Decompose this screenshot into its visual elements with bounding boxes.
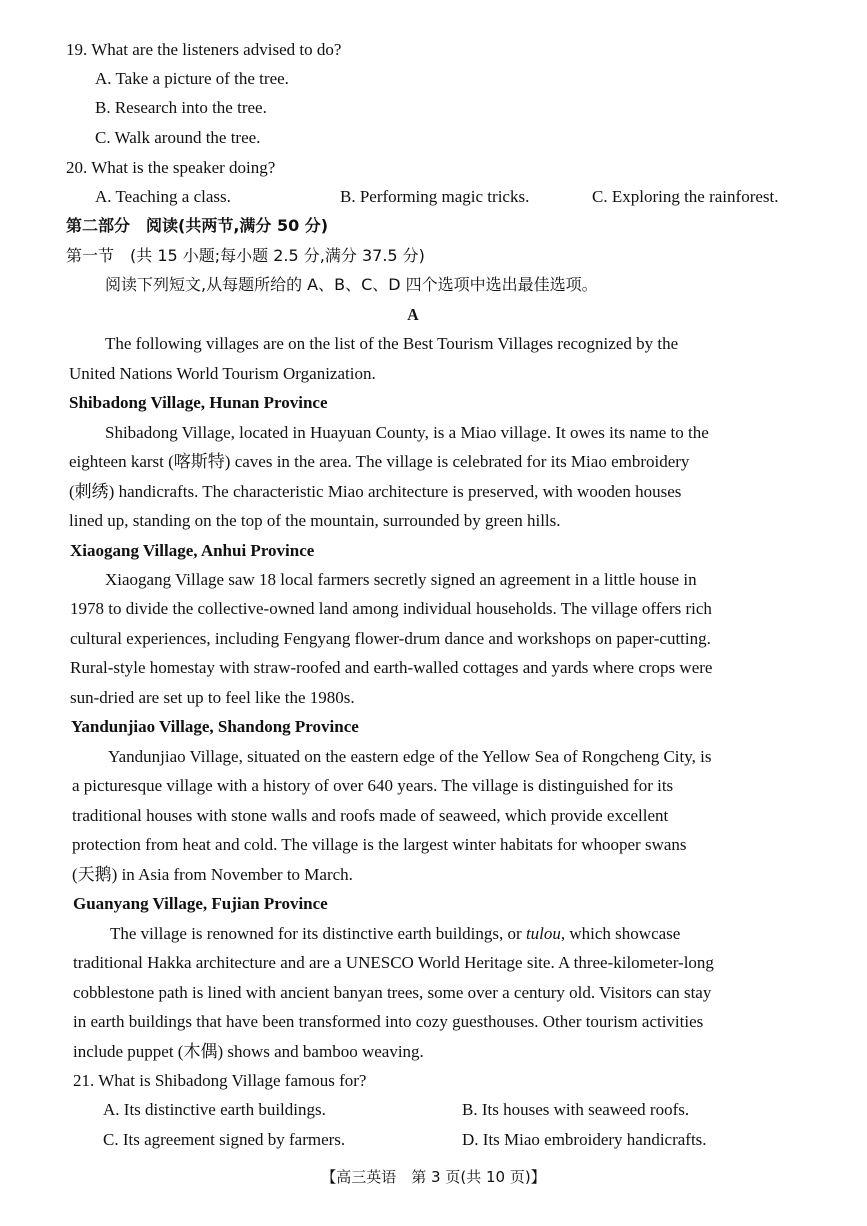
- guanyang-line-1-end: , which showcase: [560, 924, 681, 943]
- xiaogang-line-2: 1978 to divide the collective-owned land among individual households. The village offers rich: [70, 599, 712, 618]
- question-19: 19. What are the listeners advised to do?: [66, 40, 342, 59]
- q20-option-c: C. Exploring the rainforest.: [592, 187, 779, 206]
- passage-letter: A: [407, 305, 419, 324]
- part2-heading: 第二部分 阅读(共两节,满分 50 分): [66, 216, 329, 235]
- question-21: 21. What is Shibadong Village famous for?: [73, 1071, 367, 1090]
- shibadong-line-3: (刺绣) handicrafts. The characteristic Miao architecture is preserved, with wooden houses: [69, 482, 682, 501]
- xiaogang-line-3: cultural experiences, including Fengyang flower-drum dance and workshops on paper-cutting.: [70, 629, 711, 648]
- q21-option-a: A. Its distinctive earth buildings.: [103, 1100, 326, 1119]
- village-heading-xiaogang: Xiaogang Village, Anhui Province: [70, 541, 315, 560]
- section1-heading: 第一节 (共 15 小题;每小题 2.5 分,满分 37.5 分): [66, 246, 425, 265]
- page-footer: 【高三英语 第 3 页(共 10 页)】: [321, 1168, 546, 1186]
- q20-option-b: B. Performing magic tricks.: [340, 187, 530, 206]
- q20-option-a: A. Teaching a class.: [95, 187, 231, 206]
- tulou-term: tulou: [525, 924, 561, 943]
- yandunjiao-line-2: a picturesque village with a history of over 640 years. The village is distinguished for its: [72, 776, 674, 795]
- xiaogang-line-1: Xiaogang Village saw 18 local farmers secretly signed an agreement in a little house in: [105, 570, 697, 589]
- question-20: 20. What is the speaker doing?: [66, 158, 276, 177]
- yandunjiao-line-5: (天鹅) in Asia from November to March.: [72, 865, 353, 884]
- yandunjiao-line-3: traditional houses with stone walls and roofs made of seaweed, which provide excellent: [72, 806, 669, 825]
- reading-instruction: 阅读下列短文,从每题所给的 A、B、C、D 四个选项中选出最佳选项。: [105, 275, 598, 294]
- intro-line-2: United Nations World Tourism Organization.: [69, 364, 376, 383]
- intro-text-1: The following villages are on the list of the Best Tourism Villages recognized by the: [105, 334, 679, 353]
- guanyang-line-5: include puppet (木偶) shows and bamboo weaving.: [73, 1042, 424, 1061]
- q19-option-c: C. Walk around the tree.: [95, 128, 261, 147]
- village-heading-guanyang: Guanyang Village, Fujian Province: [73, 894, 328, 913]
- guanyang-line-1: [110, 923, 680, 945]
- intro-line-1: [105, 333, 821, 355]
- guanyang-line-2: traditional Hakka architecture and are a UNESCO World Heritage site. A three-kilometer-long: [73, 953, 714, 972]
- q21-option-d: D. Its Miao embroidery handicrafts.: [462, 1130, 707, 1149]
- q19-option-a: A. Take a picture of the tree.: [95, 69, 289, 88]
- shibadong-line-2: eighteen karst (喀斯特) caves in the area. The village is celebrated for its Miao embroidery: [69, 452, 690, 471]
- village-heading-yandunjiao: Yandunjiao Village, Shandong Province: [71, 717, 359, 736]
- xiaogang-line-4: Rural-style homestay with straw-roofed and earth-walled cottages and yards where crops were: [70, 658, 713, 677]
- village-heading-shibadong: Shibadong Village, Hunan Province: [69, 393, 328, 412]
- shibadong-line-1: Shibadong Village, located in Huayuan County, is a Miao village. It owes its name to the: [105, 423, 709, 442]
- guanyang-line-1-text: The village is renowned for its distinctive earth buildings, or: [110, 924, 522, 943]
- shibadong-line-4: lined up, standing on the top of the mountain, surrounded by green hills.: [69, 511, 561, 530]
- yandunjiao-line-1: Yandunjiao Village, situated on the eastern edge of the Yellow Sea of Rongcheng City, is: [108, 747, 712, 766]
- q19-option-b: B. Research into the tree.: [95, 98, 267, 117]
- q21-option-b: B. Its houses with seaweed roofs.: [462, 1100, 690, 1119]
- q21-option-c: C. Its agreement signed by farmers.: [103, 1130, 346, 1149]
- guanyang-line-3: cobblestone path is lined with ancient banyan trees, some over a century old. Visitors can stay: [73, 983, 712, 1002]
- xiaogang-line-5: sun-dried are set up to feel like the 1980s.: [70, 688, 355, 707]
- guanyang-line-4: in earth buildings that have been transformed into cozy guesthouses. Other tourism activities: [73, 1012, 704, 1031]
- yandunjiao-line-4: protection from heat and cold. The village is the largest winter habitats for whooper swans: [72, 835, 687, 854]
